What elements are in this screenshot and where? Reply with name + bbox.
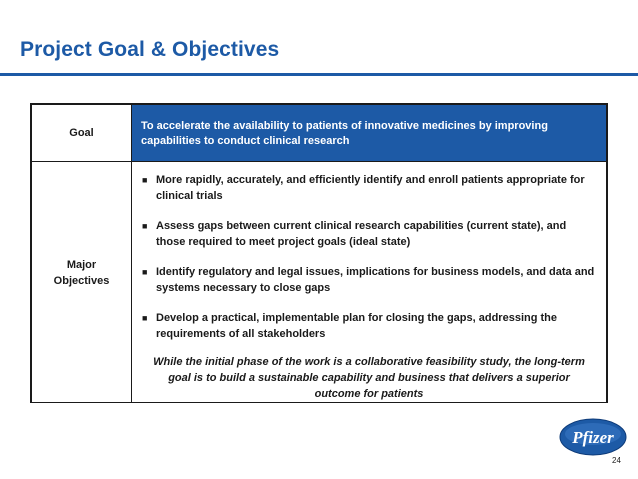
square-bullet-icon: ■: [142, 221, 148, 231]
objectives-list: [142, 172, 598, 342]
closing-statement: While the initial phase of the work is a collaborative feasibility study, the long-term goal is to build a sustainable capability and business that delivers a superior outcome for patients: [153, 356, 585, 400]
list-item: [142, 172, 598, 204]
objective-text: Assess gaps between current clinical research capabilities (current state), and those required to meet project goals (ideal state): [156, 220, 567, 248]
pfizer-logo: [558, 417, 628, 457]
objectives-label-line2: Objectives: [53, 275, 110, 287]
goal-text: To accelerate the availability to patients of innovative medicines by improving capabilities to conduct clinical research: [132, 105, 606, 161]
objective-text: Develop a practical, implementable plan for closing the gaps, addressing the requirements of all stakeholders: [156, 312, 557, 340]
objectives-label-line1: Major: [66, 259, 97, 271]
objective-text: Identify regulatory and legal issues, implications for business models, and data and systems necessary to close gaps: [156, 266, 595, 294]
objectives-label: [32, 162, 131, 402]
square-bullet-icon: ■: [142, 267, 148, 277]
list-item: [142, 310, 598, 342]
list-item: [142, 218, 598, 250]
goal-label: Goal: [32, 105, 131, 161]
page-number: 24: [612, 456, 621, 465]
objectives-content: [132, 162, 606, 402]
goals-table: [30, 103, 608, 403]
objective-text: More rapidly, accurately, and efficiently identify and enroll patients appropriate for clinical trials: [156, 174, 585, 202]
list-item: [142, 264, 598, 296]
page-title: Project Goal & Objectives: [20, 38, 280, 61]
logo-text: Pfizer: [572, 428, 614, 447]
square-bullet-icon: ■: [142, 313, 148, 323]
title-rule: [0, 73, 638, 76]
square-bullet-icon: ■: [142, 175, 148, 185]
